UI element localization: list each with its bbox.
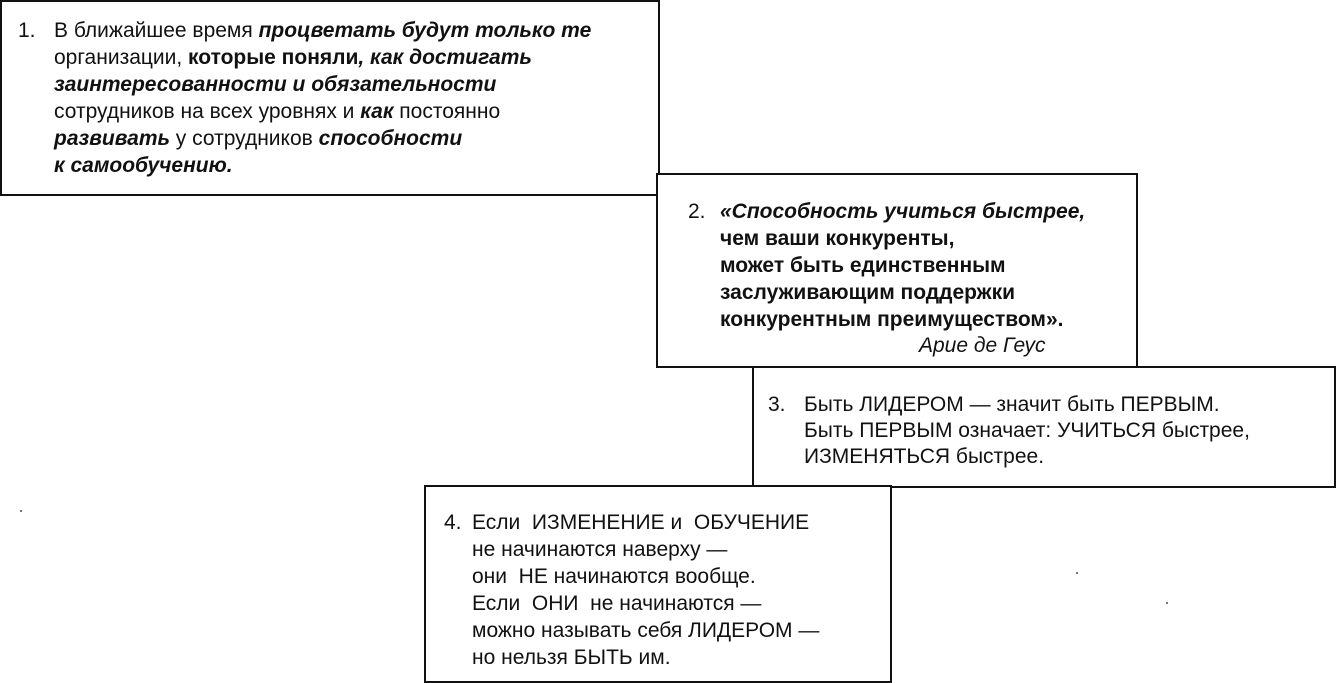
statement-4-line: они НЕ начинаются вообще.	[472, 565, 756, 588]
statement-4-number: 4.	[444, 511, 462, 534]
statement-2-line: заслуживающим поддержки	[720, 281, 1015, 304]
text-segment: заинтересованности и обязательности	[54, 73, 497, 96]
text-segment: как	[360, 100, 394, 123]
statement-2-line: может быть единственным	[720, 254, 1006, 277]
statement-3-line: ИЗМЕНЯТЬСЯ быстрее.	[804, 445, 1045, 468]
statement-1-line	[54, 72, 496, 98]
statement-box-2	[656, 173, 1138, 368]
text-segment: организации,	[54, 46, 189, 69]
scan-speck	[1076, 572, 1078, 574]
statement-box-3	[752, 366, 1336, 488]
statement-2-number: 2.	[688, 200, 706, 223]
text-segment: которые поняли	[188, 46, 359, 69]
text-segment: развивать	[54, 127, 170, 150]
statement-2-line: «Способность учиться быстрее,	[720, 200, 1086, 223]
text-segment: к самообучению.	[54, 154, 233, 177]
statement-1-number: 1.	[18, 19, 36, 42]
quote-author: Арие де Геус	[919, 334, 1046, 357]
statement-4-line: Если ОНИ не начинаются —	[472, 592, 762, 615]
text-segment: сотрудников на всех уровнях и	[54, 100, 361, 123]
statement-1-line	[54, 126, 462, 152]
statement-4-line: Если ИЗМЕНЕНИЕ и ОБУЧЕНИЕ	[472, 511, 810, 534]
statement-1-line	[54, 18, 591, 44]
text-segment: В ближайшее время	[54, 19, 259, 42]
statement-box-1	[0, 0, 660, 196]
statement-4-line: но нельзя БЫТЬ им.	[472, 646, 671, 669]
statement-3-line: Быть ЛИДЕРОМ — значит быть ПЕРВЫМ.	[804, 393, 1220, 416]
text-segment: способности	[318, 127, 463, 150]
statement-4-line: можно называть себя ЛИДЕРОМ —	[472, 619, 820, 642]
statement-3-line: Быть ПЕРВЫМ означает: УЧИТЬСЯ быстрее,	[804, 419, 1250, 442]
text-segment: у сотрудников	[169, 127, 319, 150]
scan-speck	[20, 510, 22, 512]
text-segment: постоянно	[393, 100, 501, 123]
statement-1-line	[54, 153, 233, 179]
statement-box-4	[424, 485, 892, 683]
scan-speck	[1166, 602, 1168, 604]
statement-4-line: не начинаются наверху —	[472, 538, 728, 561]
statement-3-number: 3.	[768, 393, 786, 416]
statement-1-line	[54, 99, 500, 125]
statement-2-line: чем ваши конкуренты,	[720, 227, 955, 250]
statement-1-line	[54, 45, 532, 71]
statement-2-line: конкурентным преимуществом».	[720, 308, 1064, 331]
text-segment: процветать будут только те	[258, 19, 592, 42]
text-segment: , как достигать	[358, 46, 532, 69]
